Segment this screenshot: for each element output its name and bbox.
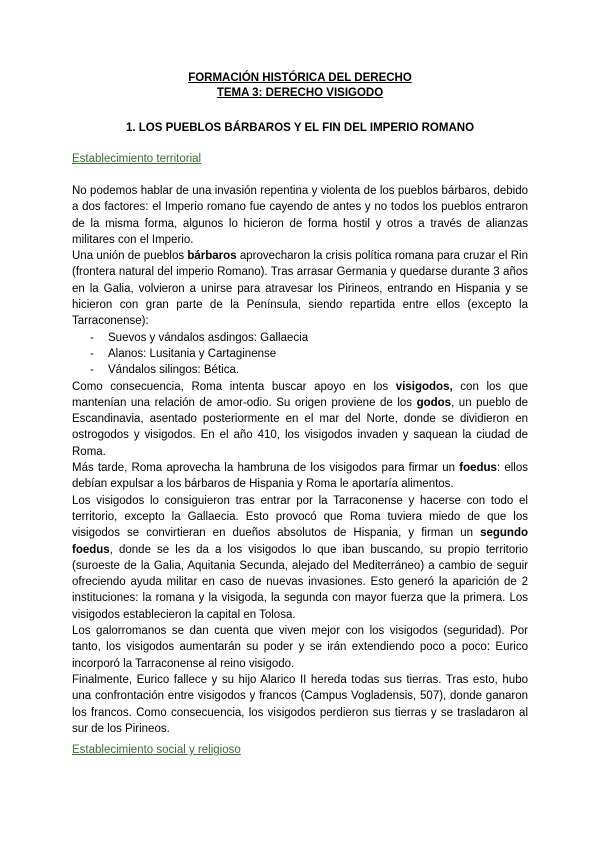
course-title: FORMACIÓN HISTÓRICA DEL DERECHO [188, 72, 412, 84]
list-item-text: Suevos y vándalos asdingos: Gallaecia [108, 331, 309, 344]
section-title: 1. LOS PUEBLOS BÁRBAROS Y EL FIN DEL IMPERIO ROMANO [125, 122, 475, 134]
document-header [0, 71, 600, 101]
list-item-text: Alanos: Lusitania y Cartaginense [108, 347, 277, 360]
paragraph-5 [72, 493, 528, 623]
paragraph-3-text-a: Como consecuencia, Roma intenta buscar apoyo en los [72, 380, 396, 393]
paragraph-4 [72, 460, 528, 493]
subheading-territorial: Establecimiento territorial [72, 153, 202, 165]
paragraph-4-text-c: : ellos debían expulsar a los bárbaros de Hispania y Roma le aportaría alimentos. [72, 462, 528, 491]
paragraph-5-text-a: Los visigodos lo consiguieron tras entrar por la Tarraconense y hacerse con todo el territorio, excepto la Gallaecia. Esto provocó que Roma tuviera miedo de que los visigodos se convirtieran en dueños absolutos de Hispania, y firman un [72, 494, 528, 540]
paragraph-4-text-a: Más tarde, Roma aprovecha la hambruna de los visigodos para firmar un [72, 462, 460, 475]
paragraph-2-text-a: Una unión de pueblos [72, 250, 188, 263]
body-text [72, 183, 528, 737]
term-visigodos: visigodos, [395, 380, 453, 393]
list-item [72, 330, 528, 346]
paragraph-1: No podemos hablar de una invasión repentina y violenta de los pueblos bárbaros, debido a dos factores: el Imperio romano fue cayendo de antes y no todos los pueblos entraron de la misma forma, algunos lo hicieron de forma hostil y otros a través de alianzas militares con el Imperio. [72, 185, 528, 246]
list-item-text: Vándalos silingos: Bética. [108, 364, 240, 377]
topic-title: TEMA 3: DERECHO VISIGODO [216, 87, 384, 99]
paragraph-3-text-e: , un pueblo de Escandinavia, asentado posteriormente en el mar del Norte, donde se dividieron en ostrogodos y visigodos. En el año 410, los visigodos invaden y saquean la ciudad de Roma. [72, 396, 528, 458]
dash-bullet: - [90, 364, 94, 377]
paragraph-3 [72, 379, 528, 460]
paragraph-6: Los galorromanos se dan cuenta que viven mejor con los visigodos (seguridad). Por tanto, los visigodos aumentarán su poder y se irán extendiendo poco a poco: Eurico incorporó la Tarraconense al reino visigodo. [72, 625, 528, 670]
dash-bullet: - [90, 331, 94, 344]
territory-list [72, 330, 528, 379]
term-barbaros: bárbaros [187, 250, 237, 263]
paragraph-7: Finalmente, Eurico fallece y su hijo Alarico II hereda todas sus tierras. Tras esto, hubo una confrontación entre visigodos y francos (Campus Vogladensis, 507), donde ganaron los francos. Como consecuencia, los visigodos perdieron sus tierras y se trasladaron al sur de los Pirineos. [72, 673, 528, 735]
list-item [72, 362, 528, 378]
term-segundo-foedus: segundo foedus [72, 527, 528, 556]
term-foedus: foedus [459, 462, 497, 475]
paragraph-3-text-c: con los que mantenían una relación de amor-odio. Su origen proviene de los [72, 380, 528, 409]
list-item [72, 346, 528, 362]
subheading-social-religioso: Establecimiento social y religioso [72, 744, 241, 756]
term-godos: godos [416, 396, 452, 409]
paragraph-2 [72, 248, 528, 329]
paragraph-5-text-c: , donde se les da a los visigodos lo que iban buscando, su propio territorio (suroeste de la Galia, Aquitania Secunda, alejado del Mediterráneo) a cambio de seguir ofreciendo ayuda militar en caso de nuevas invasiones. Esto generó la aparición de 2 instituciones: la romana y la visigoda, la segunda con mayor fuerza que la primera. Los visigodos establecieron la capital en Tolosa. [72, 543, 528, 621]
paragraph-2-text-c: aprovecharon la crisis política romana para cruzar el Rin (frontera natural del imperio Romano). Tras arrasar Germania y quedarse durante 3 años en la Galia, volvieron a unirse para atravesar los Pirineos, entrando en Hispania y se hicieron con gran parte de la Península, siendo repartida entre ellos (excepto la Tarraconense): [72, 250, 528, 328]
dash-bullet: - [90, 347, 94, 360]
